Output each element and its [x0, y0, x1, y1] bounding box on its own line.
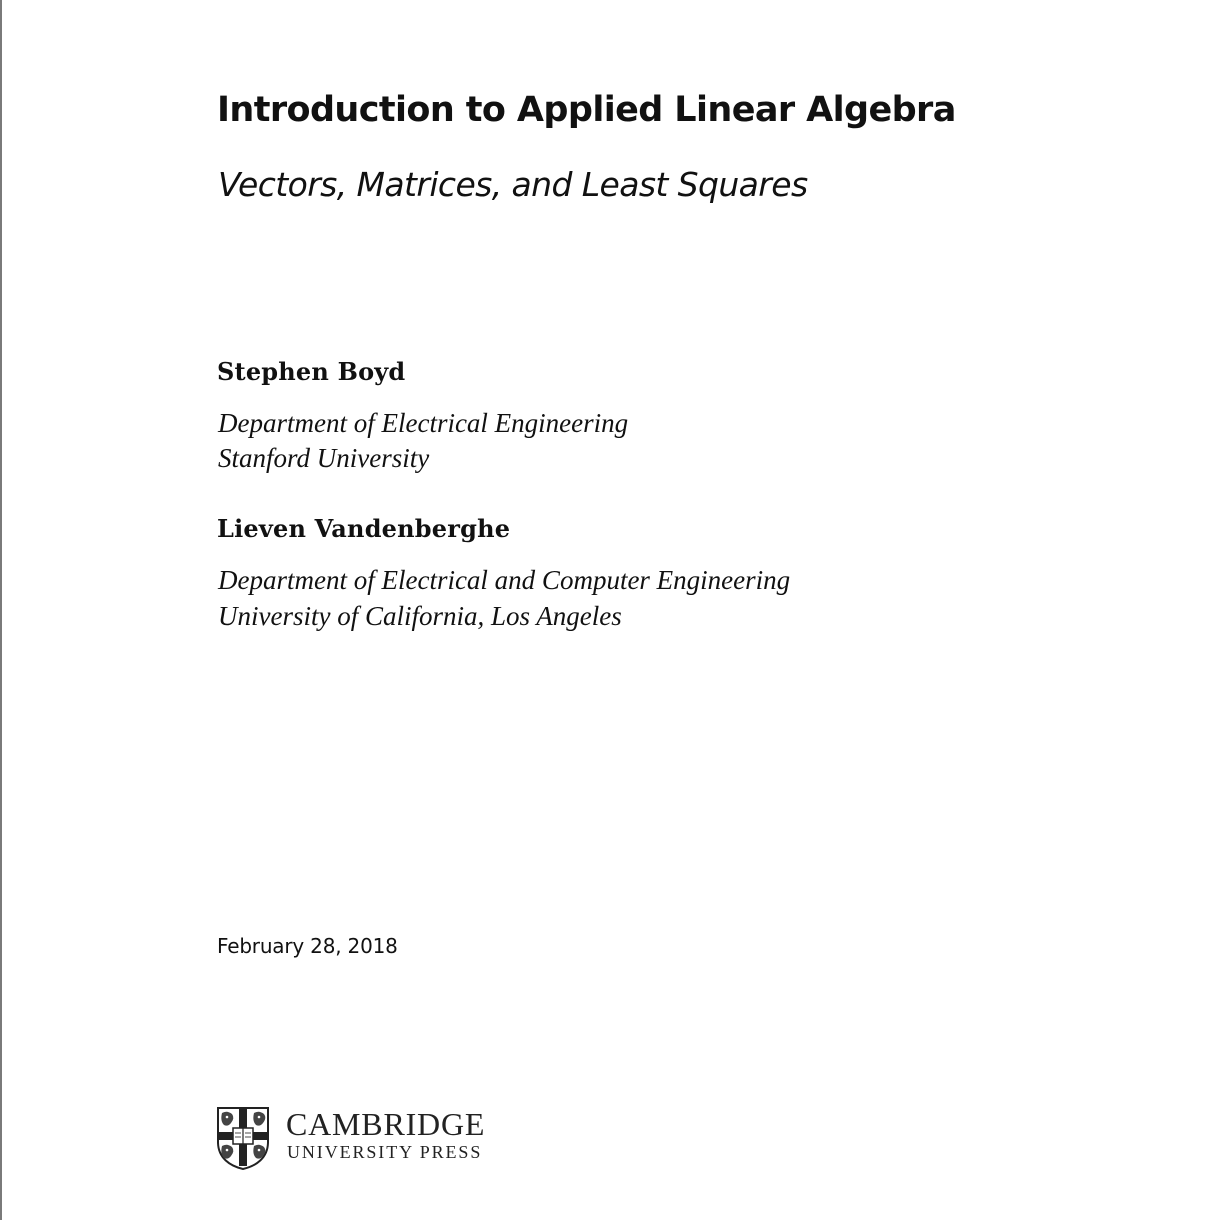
- book-title: Introduction to Applied Linear Algebra: [217, 90, 956, 130]
- book-subtitle: Vectors, Matrices, and Least Squares: [218, 165, 808, 204]
- author-institution-1: Stanford University: [218, 443, 430, 473]
- cambridge-shield-icon: [216, 1106, 270, 1170]
- publication-date: February 28, 2018: [217, 934, 398, 958]
- publisher-name: CAMBRIDGE: [286, 1106, 486, 1142]
- author-name-2: Lieven Vandenberghe: [217, 514, 511, 543]
- author-department-2: Department of Electrical and Computer Engineering: [218, 565, 791, 595]
- author-name-1: Stephen Boyd: [217, 357, 406, 386]
- author-institution-2: University of California, Los Angeles: [218, 601, 622, 631]
- author-department-1: Department of Electrical Engineering: [218, 408, 629, 438]
- publisher-subname: UNIVERSITY PRESS: [287, 1142, 483, 1162]
- publisher-logo: [216, 1106, 516, 1172]
